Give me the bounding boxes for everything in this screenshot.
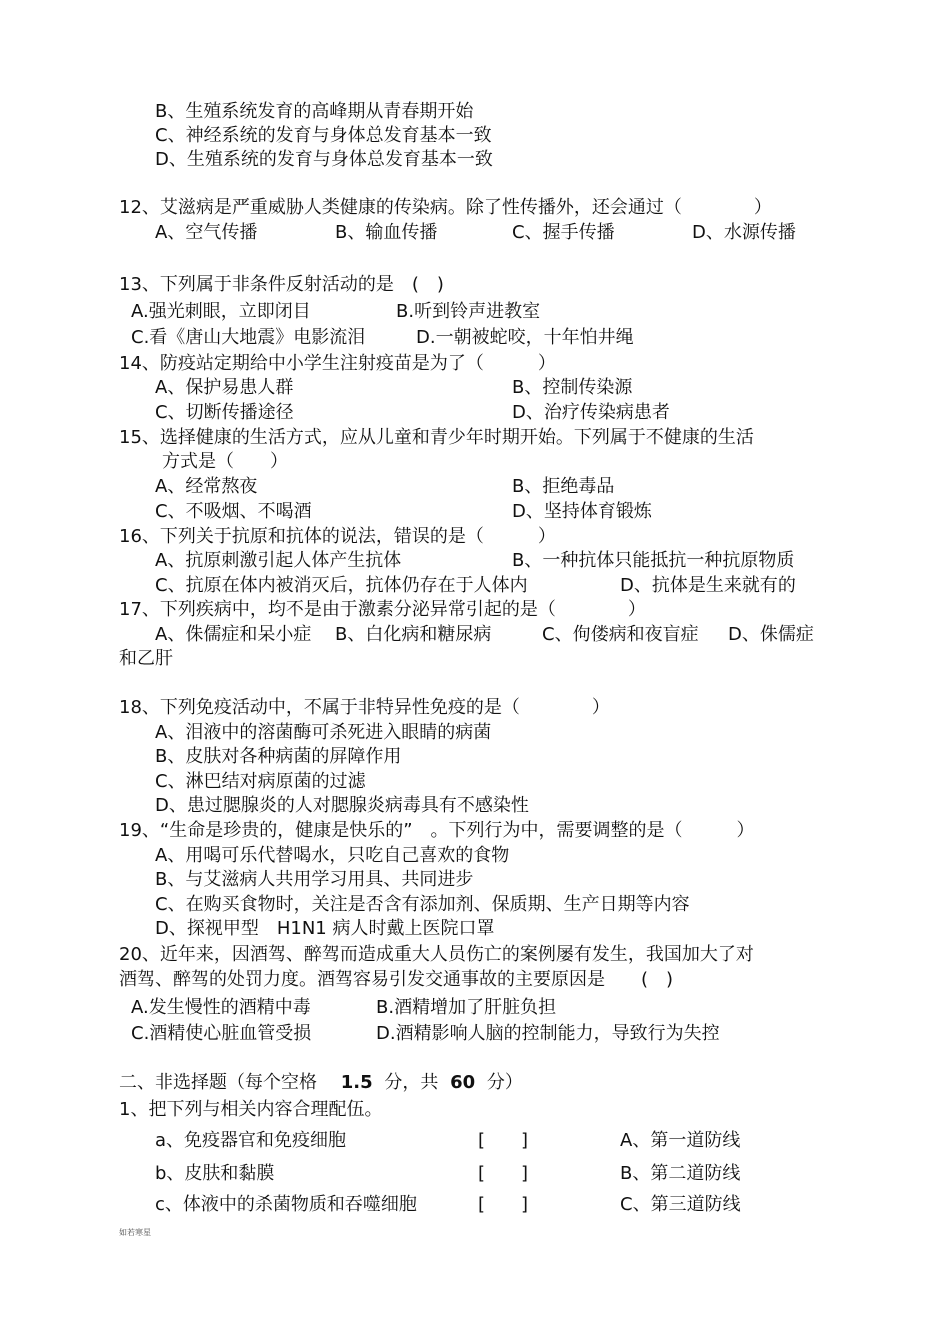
q11-option-c: C、神经系统的发育与身体总发育基本一致: [155, 125, 492, 146]
q20-stem-line2: 酒驾、醉驾的处罚力度。酒驾容易引发交通事故的主要原因是 ( ): [119, 969, 674, 990]
q13-option-d: D.一朝被蛇咬，十年怕井绳: [416, 327, 634, 348]
q18-stem: 18、下列免疫活动中，不属于非特异性免疫的是（ ）: [119, 697, 610, 718]
q13-option-a: A.强光刺眼，立即闭目: [131, 301, 311, 322]
q20-option-b: B.酒精增加了肝脏负担: [376, 997, 557, 1018]
match-left-b: b、皮肤和黏膜: [155, 1163, 275, 1184]
q19-option-d: D、探视甲型 H1N1 病人时戴上医院口罩: [155, 918, 495, 939]
q16-option-d: D、抗体是生来就有的: [620, 575, 796, 596]
q16-stem: 16、下列关于抗原和抗体的说法，错误的是（ ）: [119, 526, 556, 547]
q20-option-a: A.发生慢性的酒精中毒: [131, 997, 311, 1018]
q12-option-b: B、输血传播: [335, 222, 438, 243]
q19-option-b: B、与艾滋病人共用学习用具、共同进步: [155, 869, 474, 890]
total-points: 60: [450, 1072, 476, 1093]
q20-option-d: D.酒精影响人脑的控制能力，导致行为失控: [376, 1023, 720, 1044]
q12-option-d: D、水源传播: [692, 222, 796, 243]
match-bracket-c[interactable]: [ ]: [478, 1194, 529, 1215]
section-heading-prefix: 二、非选择题（每个空格: [119, 1072, 317, 1093]
q16-option-a: A、抗原刺激引起人体产生抗体: [155, 550, 402, 571]
q17-stem: 17、下列疾病中，均不是由于激素分泌异常引起的是（ ）: [119, 599, 646, 620]
q20-option-c: C.酒精使心脏血管受损: [131, 1023, 312, 1044]
q18-option-b: B、皮肤对各种病菌的屏障作用: [155, 746, 402, 767]
q15-stem-line1: 15、选择健康的生活方式，应从儿童和青少年时期开始。下列属于不健康的生活: [119, 427, 754, 448]
q13-option-b: B.听到铃声进教室: [396, 301, 541, 322]
match-left-a: a、免疫器官和免疫细胞: [155, 1130, 347, 1151]
q18-option-d: D、患过腮腺炎的人对腮腺炎病毒具有不感染性: [155, 795, 529, 816]
q17-option-b: B、白化病和糖尿病: [335, 624, 492, 645]
q11-option-b: B、生殖系统发育的高峰期从青春期开始: [155, 101, 474, 122]
q19-stem: 19、“生命是珍贵的，健康是快乐的” 。下列行为中，需要调整的是（ ）: [119, 820, 755, 841]
q17-option-c: C、佝偻病和夜盲症: [542, 624, 699, 645]
match-right-b: B、第二道防线: [620, 1163, 741, 1184]
q11-option-d: D、生殖系统的发育与身体总发育基本一致: [155, 149, 493, 170]
q13-option-c: C.看《唐山大地震》电影流泪: [131, 327, 366, 348]
match-right-a: A、第一道防线: [620, 1130, 741, 1151]
q14-option-c: C、切断传播途径: [155, 402, 294, 423]
q15-option-b: B、拒绝毒品: [512, 476, 615, 497]
section-heading: [119, 1072, 523, 1094]
q15-option-c: C、不吸烟、不喝酒: [155, 501, 312, 522]
match-bracket-a[interactable]: [ ]: [478, 1130, 529, 1151]
section-heading-middle: 分，共: [384, 1072, 439, 1093]
q14-option-a: A、保护易患人群: [155, 377, 294, 398]
part2-q1-stem: 1、把下列与相关内容合理配伍。: [119, 1099, 383, 1120]
q14-option-d: D、治疗传染病患者: [512, 402, 670, 423]
q18-option-c: C、淋巴结对病原菌的过滤: [155, 771, 366, 792]
q20-stem-line1: 20、近年来，因酒驾、醉驾而造成重大人员伤亡的案例屡有发生，我国加大了对: [119, 944, 754, 965]
q13-stem: 13、下列属于非条件反射活动的是 ( ): [119, 274, 444, 295]
q15-stem-line2: 方式是（ ）: [162, 451, 288, 472]
q15-option-a: A、经常熬夜: [155, 476, 258, 497]
q15-option-d: D、坚持体育锻炼: [512, 501, 652, 522]
q12-option-a: A、空气传播: [155, 222, 258, 243]
q16-option-b: B、一种抗体只能抵抗一种抗原物质: [512, 550, 795, 571]
q18-option-a: A、泪液中的溶菌酶可杀死进入眼睛的病菌: [155, 722, 492, 743]
q17-option-a: A、侏儒症和呆小症: [155, 624, 312, 645]
match-left-c: c、体液中的杀菌物质和吞噬细胞: [155, 1194, 417, 1215]
points-per-blank: 1.5: [340, 1072, 373, 1093]
q14-option-b: B、控制传染源: [512, 377, 633, 398]
q12-stem: 12、艾滋病是严重威胁人类健康的传染病。除了性传播外，还会通过（ ）: [119, 197, 772, 218]
q12-option-c: C、握手传播: [512, 222, 615, 243]
q16-option-c: C、抗原在体内被消灭后，抗体仍存在于人体内: [155, 575, 528, 596]
q19-option-a: A、用喝可乐代替喝水，只吃自己喜欢的食物: [155, 845, 510, 866]
footer-watermark: 如若寒星: [119, 1228, 151, 1237]
q17-option-d: D、侏儒症: [728, 624, 814, 645]
q19-option-c: C、在购买食物时，关注是否含有添加剂、保质期、生产日期等内容: [155, 894, 690, 915]
section-heading-suffix: 分）: [486, 1072, 523, 1093]
q14-stem: 14、防疫站定期给中小学生注射疫苗是为了（ ）: [119, 353, 556, 374]
match-right-c: C、第三道防线: [620, 1194, 741, 1215]
match-bracket-b[interactable]: [ ]: [478, 1163, 529, 1184]
q17-option-d-continuation: 和乙肝: [119, 648, 173, 669]
